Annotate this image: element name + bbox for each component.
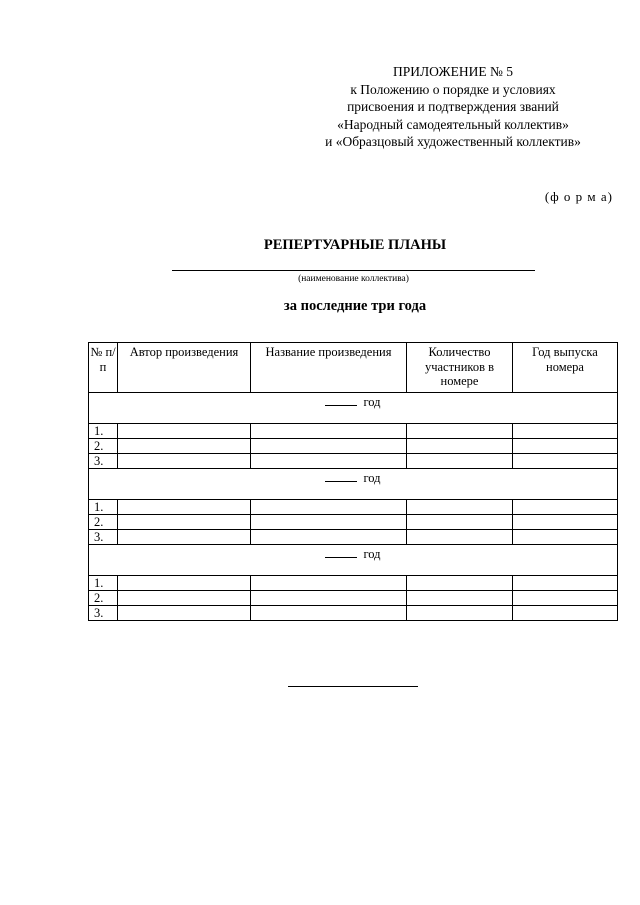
- header-participants: Количество участников в номере: [407, 343, 513, 393]
- row-number: 2.: [89, 591, 118, 606]
- collective-name-caption: (наименование коллектива): [298, 274, 409, 284]
- year-blank: [325, 471, 357, 482]
- release-year-cell: [513, 530, 618, 545]
- table-header-row: [89, 343, 618, 393]
- appendix-number: ПРИЛОЖЕНИЕ № 5: [392, 64, 514, 79]
- form-label: (ф о р м а): [544, 189, 613, 204]
- participants-cell: [407, 591, 513, 606]
- header-release-year: Год выпуска номера: [513, 343, 618, 393]
- participants-cell: [407, 454, 513, 469]
- document-subtitle: за последние три года: [283, 298, 427, 314]
- year-cell: [89, 393, 618, 424]
- work-title-cell: [251, 454, 407, 469]
- table-row: [89, 500, 618, 515]
- participants-cell: [407, 530, 513, 545]
- author-cell: [118, 500, 251, 515]
- author-cell: [118, 454, 251, 469]
- release-year-cell: [513, 515, 618, 530]
- appendix-line-2: к Положению о порядке и условиях: [350, 81, 556, 97]
- author-cell: [118, 576, 251, 591]
- table-row: [89, 591, 618, 606]
- appendix-line-5: и «Образцовый художественный коллектив»: [325, 134, 581, 149]
- closing-line: [288, 686, 418, 687]
- table-row: [89, 530, 618, 545]
- year-cell: [89, 469, 618, 500]
- repertoire-table: [88, 342, 618, 621]
- appendix-header: [293, 63, 613, 151]
- release-year-cell: [513, 576, 618, 591]
- table-row: [89, 439, 618, 454]
- year-row: [89, 545, 618, 576]
- row-number: 2.: [89, 439, 118, 454]
- table-row: [89, 454, 618, 469]
- year-cell: [89, 545, 618, 576]
- row-number: 1.: [89, 424, 118, 439]
- participants-cell: [407, 576, 513, 591]
- row-number: 3.: [89, 606, 118, 621]
- author-cell: [118, 515, 251, 530]
- release-year-cell: [513, 454, 618, 469]
- release-year-cell: [513, 439, 618, 454]
- row-number: 3.: [89, 530, 118, 545]
- year-blank: [325, 547, 357, 558]
- table-row: [89, 424, 618, 439]
- table-row: [89, 606, 618, 621]
- year-label: год: [363, 471, 381, 485]
- author-cell: [118, 606, 251, 621]
- header-author: Автор произведения: [118, 343, 251, 393]
- work-title-cell: [251, 500, 407, 515]
- author-cell: [118, 424, 251, 439]
- table-row: [89, 515, 618, 530]
- header-work-title: Название произведения: [251, 343, 407, 393]
- table-row: [89, 576, 618, 591]
- year-label: год: [363, 395, 381, 409]
- year-blank: [325, 395, 357, 406]
- participants-cell: [407, 606, 513, 621]
- release-year-cell: [513, 424, 618, 439]
- work-title-cell: [251, 576, 407, 591]
- author-cell: [118, 591, 251, 606]
- work-title-cell: [251, 424, 407, 439]
- release-year-cell: [513, 500, 618, 515]
- work-title-cell: [251, 591, 407, 606]
- appendix-line-3: присвоения и подтверждения званий: [347, 99, 559, 114]
- row-number: 3.: [89, 454, 118, 469]
- release-year-cell: [513, 606, 618, 621]
- work-title-cell: [251, 606, 407, 621]
- work-title-cell: [251, 530, 407, 545]
- row-number: 1.: [89, 500, 118, 515]
- header-number: № п/п: [89, 343, 118, 393]
- work-title-cell: [251, 515, 407, 530]
- row-number: 2.: [89, 515, 118, 530]
- release-year-cell: [513, 591, 618, 606]
- row-number: 1.: [89, 576, 118, 591]
- year-row: [89, 393, 618, 424]
- appendix-line-4: «Народный самодеятельный коллектив»: [337, 116, 569, 132]
- year-row: [89, 469, 618, 500]
- participants-cell: [407, 515, 513, 530]
- author-cell: [118, 439, 251, 454]
- author-cell: [118, 530, 251, 545]
- year-label: год: [363, 547, 381, 561]
- collective-name-line: [172, 270, 535, 271]
- participants-cell: [407, 424, 513, 439]
- participants-cell: [407, 439, 513, 454]
- work-title-cell: [251, 439, 407, 454]
- participants-cell: [407, 500, 513, 515]
- document-title: РЕПЕРТУАРНЫЕ ПЛАНЫ: [263, 237, 447, 253]
